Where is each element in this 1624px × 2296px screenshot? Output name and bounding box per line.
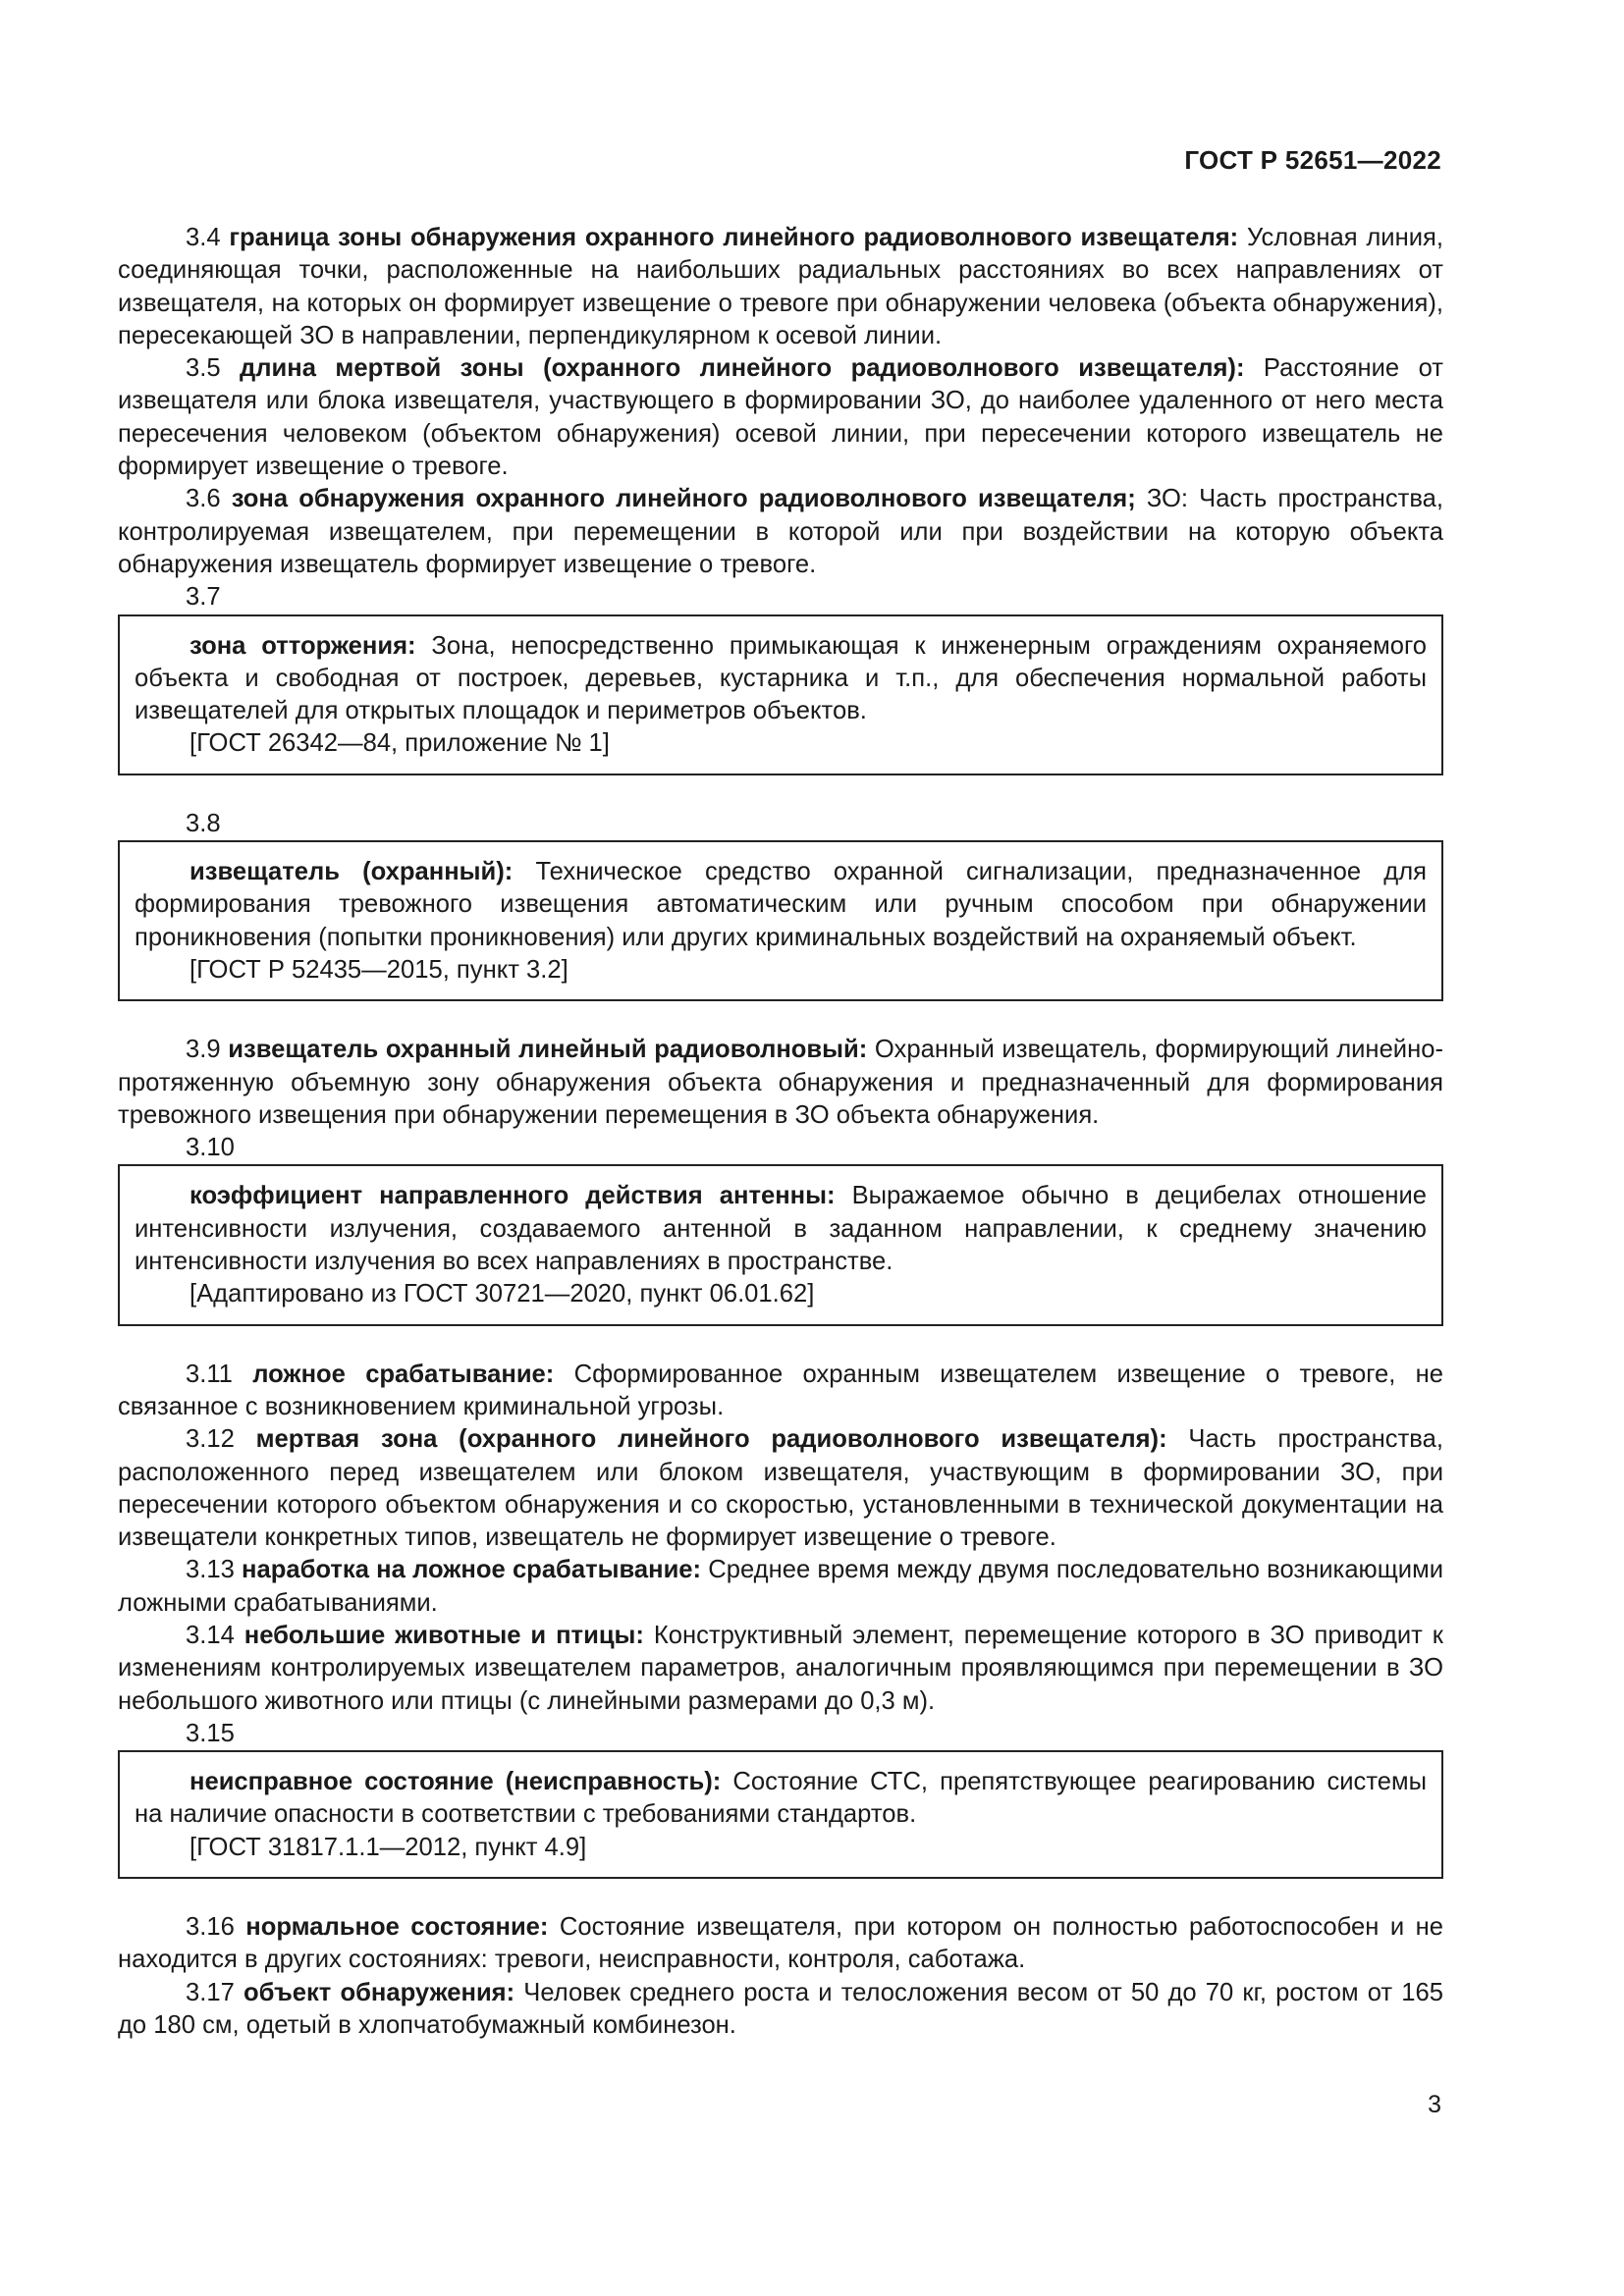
entry-3-4	[118, 222, 1443, 352]
entry-term: извещатель (охранный):	[189, 858, 514, 886]
entry-3-15-number: 3.15	[186, 1719, 235, 1747]
entry-number: 3.6	[186, 485, 221, 513]
entry-term: объект обнаружения:	[243, 1978, 515, 2006]
entry-definition: Выражаемое обычно в децибелах отношение интенсивности излучения, создаваемого антенной в заданном направлении, к среднему значению интенсивности излучения во всех направлениях в пространстве.	[135, 1182, 1428, 1276]
entry-number: 3.16	[186, 1913, 235, 1942]
entry-3-5	[118, 352, 1443, 483]
entry-term: наработка на ложное срабатывание:	[242, 1556, 702, 1584]
entry-definition: Расстояние от извещателя или блока извещателя, участвующего в формировании ЗО, до наиболее удаленного от него места пересечения человеком (объектом обнаружения) осевой линии, при пересечении которого извещатель не формирует извещение о тревоге.	[118, 354, 1443, 481]
entry-3-15-box	[118, 1750, 1443, 1879]
entry-3-7-number: 3.7	[186, 583, 221, 612]
entry-term: зона обнаружения охранного линейного радиоволнового извещателя;	[231, 485, 1136, 513]
entry-term: ложное срабатывание:	[252, 1360, 555, 1388]
entry-number: 3.4	[186, 224, 221, 251]
entry-3-14	[118, 1620, 1443, 1718]
entry-source: [ГОСТ Р 52435—2015, пункт 3.2]	[189, 955, 568, 984]
document-code: ГОСТ Р 52651—2022	[1184, 145, 1441, 175]
entry-term: нормальное состояние:	[245, 1913, 549, 1942]
entry-term: мертвая зона (охранного линейного радиоволнового извещателя):	[255, 1425, 1167, 1454]
entry-3-13	[118, 1554, 1443, 1620]
entry-source: [ГОСТ 26342—84, приложение № 1]	[189, 729, 610, 758]
entry-3-10	[135, 1180, 1427, 1278]
entry-term: длина мертвой зоны (охранного линейного радиоволнового извещателя):	[240, 354, 1245, 383]
document-body	[118, 222, 1443, 2042]
entry-3-10-number: 3.10	[186, 1134, 235, 1162]
entry-definition: Охранный извещатель, формирующий линейно-протяженную объемную зону обнаружения объекта обнаружения и предназначенный для формирования тревожного извещения при обнаружении перемещения в ЗО объекта обнаружения.	[118, 1036, 1443, 1129]
entry-number: 3.13	[186, 1556, 235, 1584]
entry-3-17	[118, 1977, 1443, 2043]
entry-definition: Условная линия, соединяющая точки, расположенные на наибольших радиальных расстояниях во всех направлениях от извещателя, на которых он формирует извещение о тревоге при обнаружении человека (объекта обнаружения), пересекающей ЗО в направлении, перпендикулярном к осевой линии.	[118, 224, 1443, 349]
entry-definition: Состояние извещателя, при котором он полностью работоспособен и не находится в других состояниях: тревоги, неисправности, контроля, саботажа.	[118, 1913, 1443, 1974]
entry-definition: Состояние СТС, препятствующее реагированию системы на наличие опасности в соответствии с требованиями стандартов.	[135, 1768, 1428, 1829]
entry-source: [Адаптировано из ГОСТ 30721—2020, пункт 06.01.62]	[189, 1280, 815, 1308]
entry-source: [ГОСТ 31817.1.1—2012, пункт 4.9]	[189, 1833, 587, 1861]
entry-term: небольшие животные и птицы:	[244, 1621, 644, 1649]
entry-3-9	[118, 1034, 1443, 1132]
entry-number: 3.17	[186, 1978, 235, 2006]
entry-term: неисправное состояние (неисправность):	[189, 1768, 722, 1796]
entry-term: извещатель охранный линейный радиоволновый:	[228, 1036, 868, 1064]
entry-number: 3.5	[186, 354, 221, 383]
entry-number: 3.14	[186, 1621, 235, 1649]
entry-definition: Зона, непосредственно примыкающая к инженерным ограждениям охраняемого объекта и свободная от построек, деревьев, кустарника и т.п., для обеспечения нормальной работы извещателей для открытых площадок и периметров объектов.	[135, 631, 1427, 725]
entry-number: 3.12	[186, 1425, 235, 1454]
entry-3-12	[118, 1423, 1443, 1554]
entry-3-7-box	[118, 614, 1443, 775]
entry-definition: Сформированное охранным извещателем извещение о тревоге, не связанное с возникновением криминальной угрозы.	[118, 1360, 1443, 1420]
entry-3-6	[118, 483, 1443, 581]
entry-3-8	[135, 856, 1427, 954]
entry-definition: Часть пространства, расположенного перед извещателем или блоком извещателя, участвующим в формировании ЗО, при пересечении которого объектом обнаружения и со скоростью, установленными в технической документации на извещатели конкретных типов, извещатель не формирует извещение о тревоге.	[118, 1425, 1443, 1552]
entry-3-10-box	[118, 1164, 1443, 1325]
entry-definition: Среднее время между двумя последовательно возникающими ложными срабатываниями.	[118, 1556, 1443, 1617]
entry-number: 3.9	[186, 1036, 221, 1064]
entry-3-8-number: 3.8	[186, 809, 221, 837]
entry-term: коэффициент направленного действия антенны:	[189, 1182, 836, 1210]
entry-definition: Человек среднего роста и телосложения весом от 50 до 70 кг, ростом от 165 до 180 см, одетый в хлопчатобумажный комбинезон.	[118, 1978, 1443, 2039]
entry-3-16	[118, 1911, 1443, 1977]
entry-3-11	[118, 1359, 1443, 1424]
entry-3-15	[135, 1766, 1427, 1832]
page-number: 3	[1428, 2091, 1441, 2118]
entry-definition: ЗО: Часть пространства, контролируемая извещателем, при перемещении в которой или при воздействии на которую объекта обнаружения извещатель формирует извещение о тревоге.	[118, 485, 1443, 578]
entry-3-7	[135, 630, 1427, 728]
entry-definition: Конструктивный элемент, перемещение которого в ЗО приводит к изменениям контролируемых извещателем параметров, аналогичным проявляющимся при перемещении в ЗО небольшого животного или птицы (с линейными размерами до 0,3 м).	[118, 1621, 1443, 1715]
entry-term: граница зоны обнаружения охранного линейного радиоволнового извещателя:	[229, 224, 1239, 251]
entry-term: зона отторжения:	[189, 631, 416, 660]
entry-definition: Техническое средство охранной сигнализации, предназначенное для формирования тревожного извещения автоматическим или ручным способом при обнаружении проникновения (попытки проникновения) или других криминальных воздействий на охраняемый объект.	[135, 858, 1427, 951]
entry-number: 3.11	[186, 1360, 233, 1388]
entry-3-8-box	[118, 840, 1443, 1001]
